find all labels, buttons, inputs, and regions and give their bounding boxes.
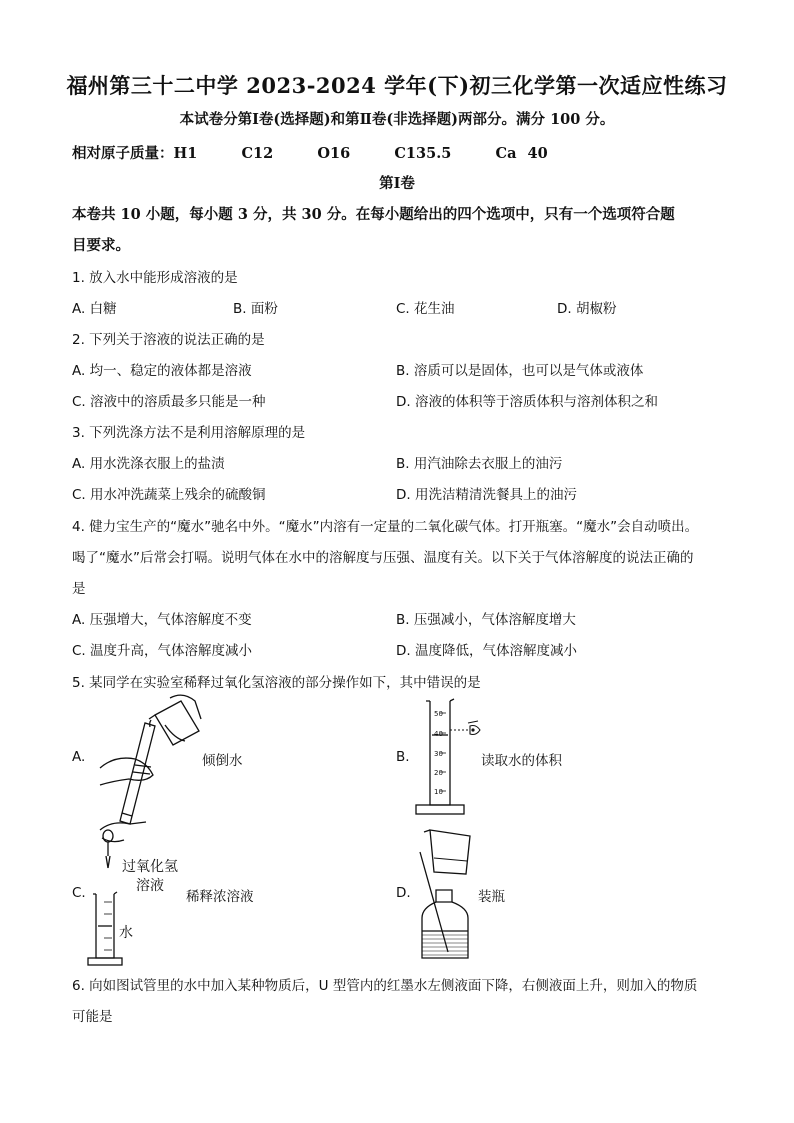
question-3-option-b: B. 用汽油除去衣服上的油污 xyxy=(396,456,563,472)
caption-read-volume: 读取水的体积 xyxy=(481,753,562,769)
question-2-stem: 2. 下列关于溶液的说法正确的是 xyxy=(72,332,265,348)
atomic-mass-line: 相对原子质量：H1 C12 O16 C135.5 Ca 40 xyxy=(72,145,548,162)
section-title: 第Ⅰ卷 xyxy=(379,175,415,192)
bottling-figure xyxy=(412,828,482,960)
question-2-option-a: A. 均一、稳定的液体都是溶液 xyxy=(72,363,252,379)
question-2-option-c: C. 溶液中的溶质最多只能是一种 xyxy=(72,394,266,410)
caption-bottling: 装瓶 xyxy=(478,889,505,905)
question-4-stem-line2: 喝了“魔水”后常会打嗝。说明气体在水中的溶解度与压强、温度有关。以下关于气体溶解度的说法正确的 xyxy=(72,550,694,566)
question-1-option-b: B. 面粉 xyxy=(233,301,278,317)
question-3-stem: 3. 下列洗涤方法不是利用溶解原理的是 xyxy=(72,425,306,441)
tick-label-50: 50 xyxy=(434,710,443,718)
question-1-option-a: A. 白糖 xyxy=(72,301,117,317)
question-4-option-c: C. 温度升高，气体溶解度减小 xyxy=(72,643,253,659)
caption-pour-water: 倾倒水 xyxy=(202,753,243,769)
eye-icon xyxy=(468,721,480,735)
reagent-label-line1: 过氧化氢 xyxy=(122,859,178,875)
question-2-option-d: D. 溶液的体积等于溶质体积与溶剂体积之和 xyxy=(396,394,658,410)
tick-label-40: 40 xyxy=(434,730,443,738)
question-1-option-c: C. 花生油 xyxy=(396,301,455,317)
question-5-stem: 5. 某同学在实验室稀释过氧化氢溶液的部分操作如下，其中错误的是 xyxy=(72,675,481,691)
question-1-option-d: D. 胡椒粉 xyxy=(557,301,617,317)
reagent-label-line2: 溶液 xyxy=(136,878,164,894)
tick-label-20: 20 xyxy=(434,769,443,777)
question-6-stem-line2: 可能是 xyxy=(72,1009,113,1025)
question-3-option-a: A. 用水洗涤衣服上的盐渍 xyxy=(72,456,225,472)
question-5-option-b: B. xyxy=(396,749,410,765)
caption-dilute: 稀释浓溶液 xyxy=(186,889,254,905)
section-instruction-line2: 目要求。 xyxy=(72,237,130,254)
section-instruction-line1: 本卷共 10 小题，每小题 3 分，共 30 分。在每小题给出的四个选项中，只有一个选项符合题 xyxy=(72,206,675,223)
question-4-stem-line3: 是 xyxy=(72,581,86,597)
question-2-option-b: B. 溶质可以是固体，也可以是气体或液体 xyxy=(396,363,644,379)
question-3-option-c: C. 用水冲洗蔬菜上残余的硫酸铜 xyxy=(72,487,266,503)
question-4-option-a: A. 压强增大，气体溶解度不变 xyxy=(72,612,252,628)
water-label: 水 xyxy=(119,925,133,941)
read-volume-figure xyxy=(412,693,487,823)
question-5-option-a: A. xyxy=(72,749,86,765)
pour-water-figure xyxy=(95,693,205,823)
question-4-option-b: B. 压强减小，气体溶解度增大 xyxy=(396,612,576,628)
exam-subtitle: 本试卷分第Ⅰ卷(选择题)和第Ⅱ卷(非选择题)两部分。满分 100 分。 xyxy=(179,111,615,128)
tick-label-10: 10 xyxy=(434,788,443,796)
page-title: 福州第三十二中学 2023-2024 学年(下)初三化学第一次适应性练习 xyxy=(66,73,728,98)
question-3-option-d: D. 用洗洁精清洗餐具上的油污 xyxy=(396,487,577,503)
question-1-stem: 1. 放入水中能形成溶液的是 xyxy=(72,270,238,286)
question-5-option-c: C. xyxy=(72,885,86,901)
question-6-stem-line1: 6. 向如图试管里的水中加入某种物质后，U 型管内的红墨水左侧液面下降，右侧液面上升，则加入的物质 xyxy=(72,978,698,994)
question-4-stem-line1: 4. 健力宝生产的“魔水”驰名中外。“魔水”内溶有一定量的二氧化碳气体。打开瓶塞。“魔水”会自动喷出。 xyxy=(72,519,699,535)
question-4-option-d: D. 温度降低，气体溶解度减小 xyxy=(396,643,577,659)
tick-label-30: 30 xyxy=(434,750,443,758)
question-5-option-d: D. xyxy=(396,885,411,901)
